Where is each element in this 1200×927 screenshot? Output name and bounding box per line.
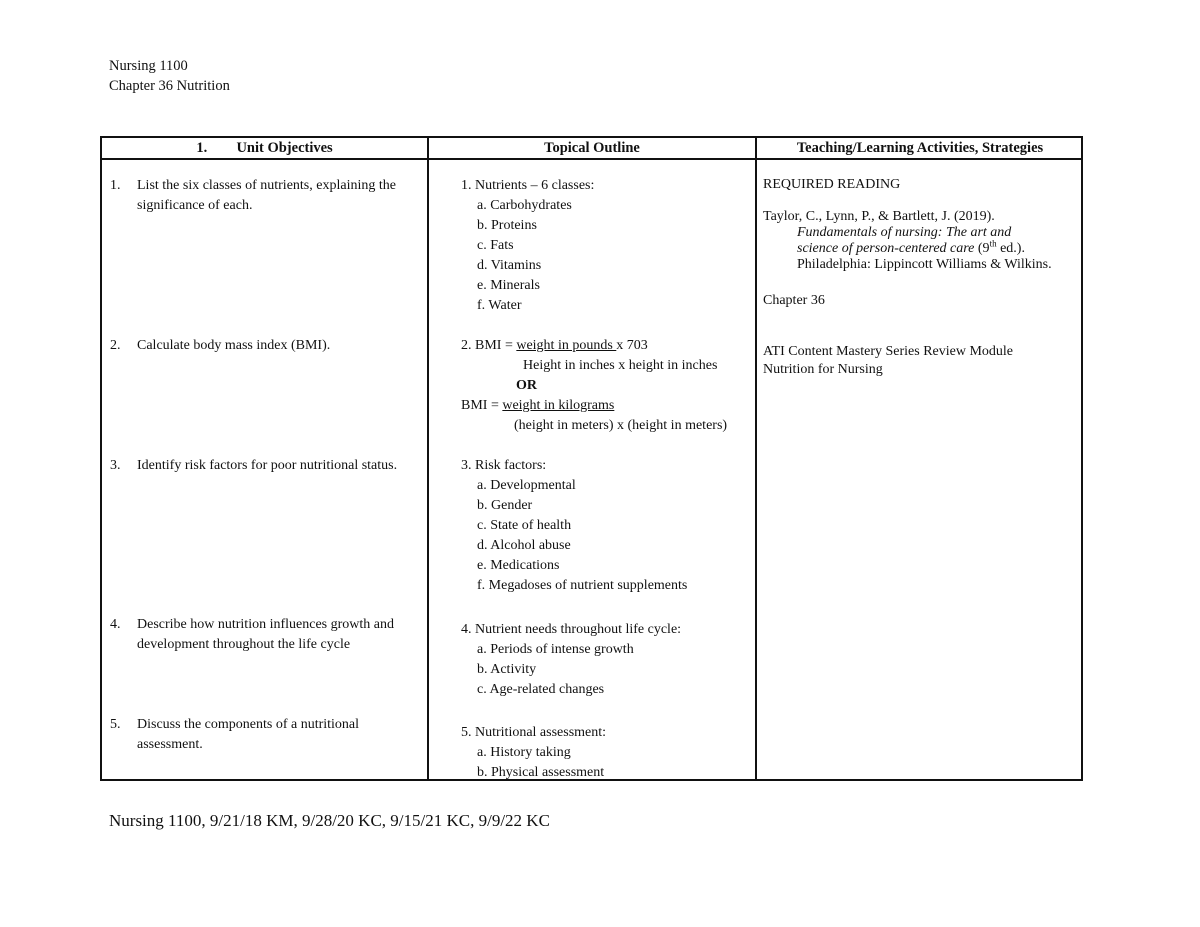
outline-bmi (461, 336, 751, 436)
objective-line: List the six classes of nutrients, explaining the (137, 178, 396, 193)
citation-edition-superscript: th (989, 238, 997, 249)
outline-risk-factors (461, 456, 687, 596)
ati-module (763, 343, 1052, 379)
citation-title-edition (763, 238, 1052, 257)
list-item: c. State of health (477, 518, 572, 533)
outline-heading: 4. Nutrient needs throughout life cycle: (461, 622, 682, 637)
chapter-title: Chapter 36 Nutrition (109, 78, 230, 94)
list-item: b. Proteins (477, 218, 537, 233)
header-label: Unit Objectives (236, 140, 333, 156)
course-outline-table (100, 136, 1083, 781)
citation-title: science of person-centered care (797, 241, 975, 256)
objective-line: Describe how nutrition influences growth and (137, 617, 394, 632)
bmi-prefix: 2. BMI = (461, 338, 517, 353)
objective-line: Identify risk factors for poor nutritional status. (137, 458, 398, 473)
list-item: d. Alcohol abuse (477, 538, 571, 553)
activities-content (763, 175, 1052, 379)
outline-heading: 3. Risk factors: (461, 458, 547, 473)
chapter-reference: Chapter 36 (763, 293, 825, 308)
bmi-formula-kilograms (461, 396, 751, 416)
objective-line: Calculate body mass index (BMI). (137, 338, 331, 353)
bmi-denominator: Height in inches x height in inches (523, 358, 718, 373)
outline-sublist (461, 476, 687, 596)
column-divider (755, 138, 757, 779)
outline-sublist (461, 743, 606, 783)
objective-text (137, 615, 427, 655)
header-topical-outline: Topical Outline (544, 140, 640, 156)
outline-nutrients (461, 176, 594, 316)
list-item: d. Vitamins (477, 258, 542, 273)
list-item: a. Periods of intense growth (477, 642, 634, 657)
objective-number: 4. (110, 617, 121, 632)
bmi-numerator: weight in pounds (516, 338, 617, 353)
citation-title: Fundamentals of nursing: The art and (797, 225, 1012, 240)
objective-text (137, 336, 427, 356)
bmi-multiplier: x 703 (616, 338, 648, 353)
list-item: f. Megadoses of nutrient supplements (477, 578, 688, 593)
objective-number: 5. (110, 717, 121, 732)
bmi-denominator: (height in meters) x (height in meters) (514, 418, 728, 433)
list-item: e. Minerals (477, 278, 540, 293)
list-item: a. History taking (477, 745, 571, 760)
bmi-or: OR (516, 378, 537, 393)
list-item: b. Physical assessment (477, 765, 605, 780)
citation-edition: (9 (974, 241, 990, 256)
outline-sublist (461, 640, 681, 700)
outline-heading: 5. Nutritional assessment: (461, 725, 607, 740)
ati-module-line: Nutrition for Nursing (763, 362, 883, 377)
list-item: b. Activity (477, 662, 537, 677)
objective-line: assessment. (137, 737, 203, 752)
ati-module-line: ATI Content Mastery Series Review Module (763, 344, 1014, 359)
header-unit-objectives (102, 138, 427, 158)
citation-publisher: Philadelphia: Lippincott Williams & Wilkins. (797, 257, 1052, 272)
required-reading-label: REQUIRED READING (763, 177, 901, 192)
citation-edition: ed.). (996, 241, 1025, 256)
header-number: 1. (196, 140, 208, 156)
objective-line: Discuss the components of a nutritional (137, 717, 360, 732)
column-divider (427, 138, 429, 779)
bmi-prefix: BMI = (461, 398, 503, 413)
objective-text (137, 176, 427, 216)
list-item: a. Developmental (477, 478, 576, 493)
document-footer: Nursing 1100, 9/21/18 KM, 9/28/20 KC, 9/15/21 KC, 9/9/22 KC (109, 811, 550, 830)
citation-authors: Taylor, C., Lynn, P., & Bartlett, J. (2019). (763, 209, 995, 224)
course-title: Nursing 1100 (109, 58, 188, 74)
list-item: c. Fats (477, 238, 514, 253)
header-activities: Teaching/Learning Activities, Strategies (796, 140, 1044, 156)
objective-number: 1. (110, 178, 121, 193)
list-item: c. Age-related changes (477, 682, 605, 697)
objective-number: 3. (110, 458, 121, 473)
bmi-numerator: weight in kilograms (502, 398, 615, 413)
outline-nutrient-needs (461, 620, 681, 700)
outline-sublist (461, 196, 594, 316)
list-item: f. Water (477, 298, 522, 313)
objective-text (137, 456, 427, 476)
bmi-formula-pounds (461, 336, 751, 356)
objective-line: significance of each. (137, 198, 253, 213)
list-item: a. Carbohydrates (477, 198, 572, 213)
textbook-citation (763, 209, 1052, 273)
objective-text (137, 715, 427, 755)
table-header-row (102, 138, 1081, 160)
list-item: e. Medications (477, 558, 560, 573)
outline-heading: 1. Nutrients – 6 classes: (461, 178, 595, 193)
list-item: b. Gender (477, 498, 533, 513)
document-header (109, 56, 230, 96)
objective-number: 2. (110, 338, 121, 353)
outline-assessment (461, 723, 606, 783)
objective-line: development throughout the life cycle (137, 637, 351, 652)
